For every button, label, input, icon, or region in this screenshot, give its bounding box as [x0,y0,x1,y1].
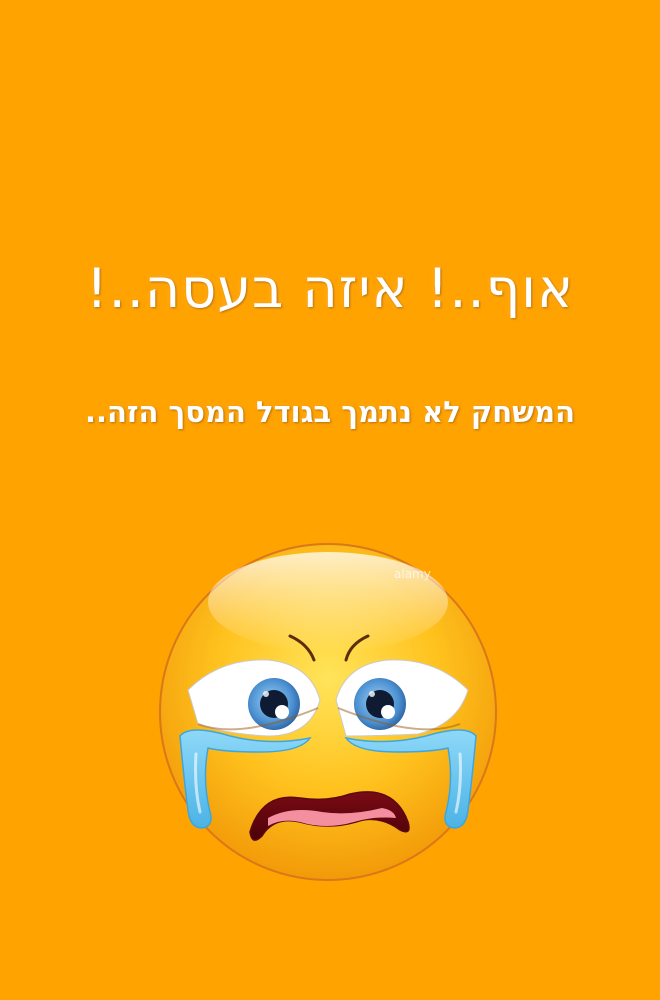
left-eye-highlight [275,705,289,719]
watermark-text: alamy [394,567,431,581]
page-title: אוף..! איזה בעסה..! [85,257,575,320]
crying-face-illustration [150,540,510,900]
right-eye-highlight [381,705,395,719]
unsupported-screen-message: המשחק לא נתמך בגודל המסך הזה.. [84,395,576,429]
crying-face-icon [150,540,510,900]
